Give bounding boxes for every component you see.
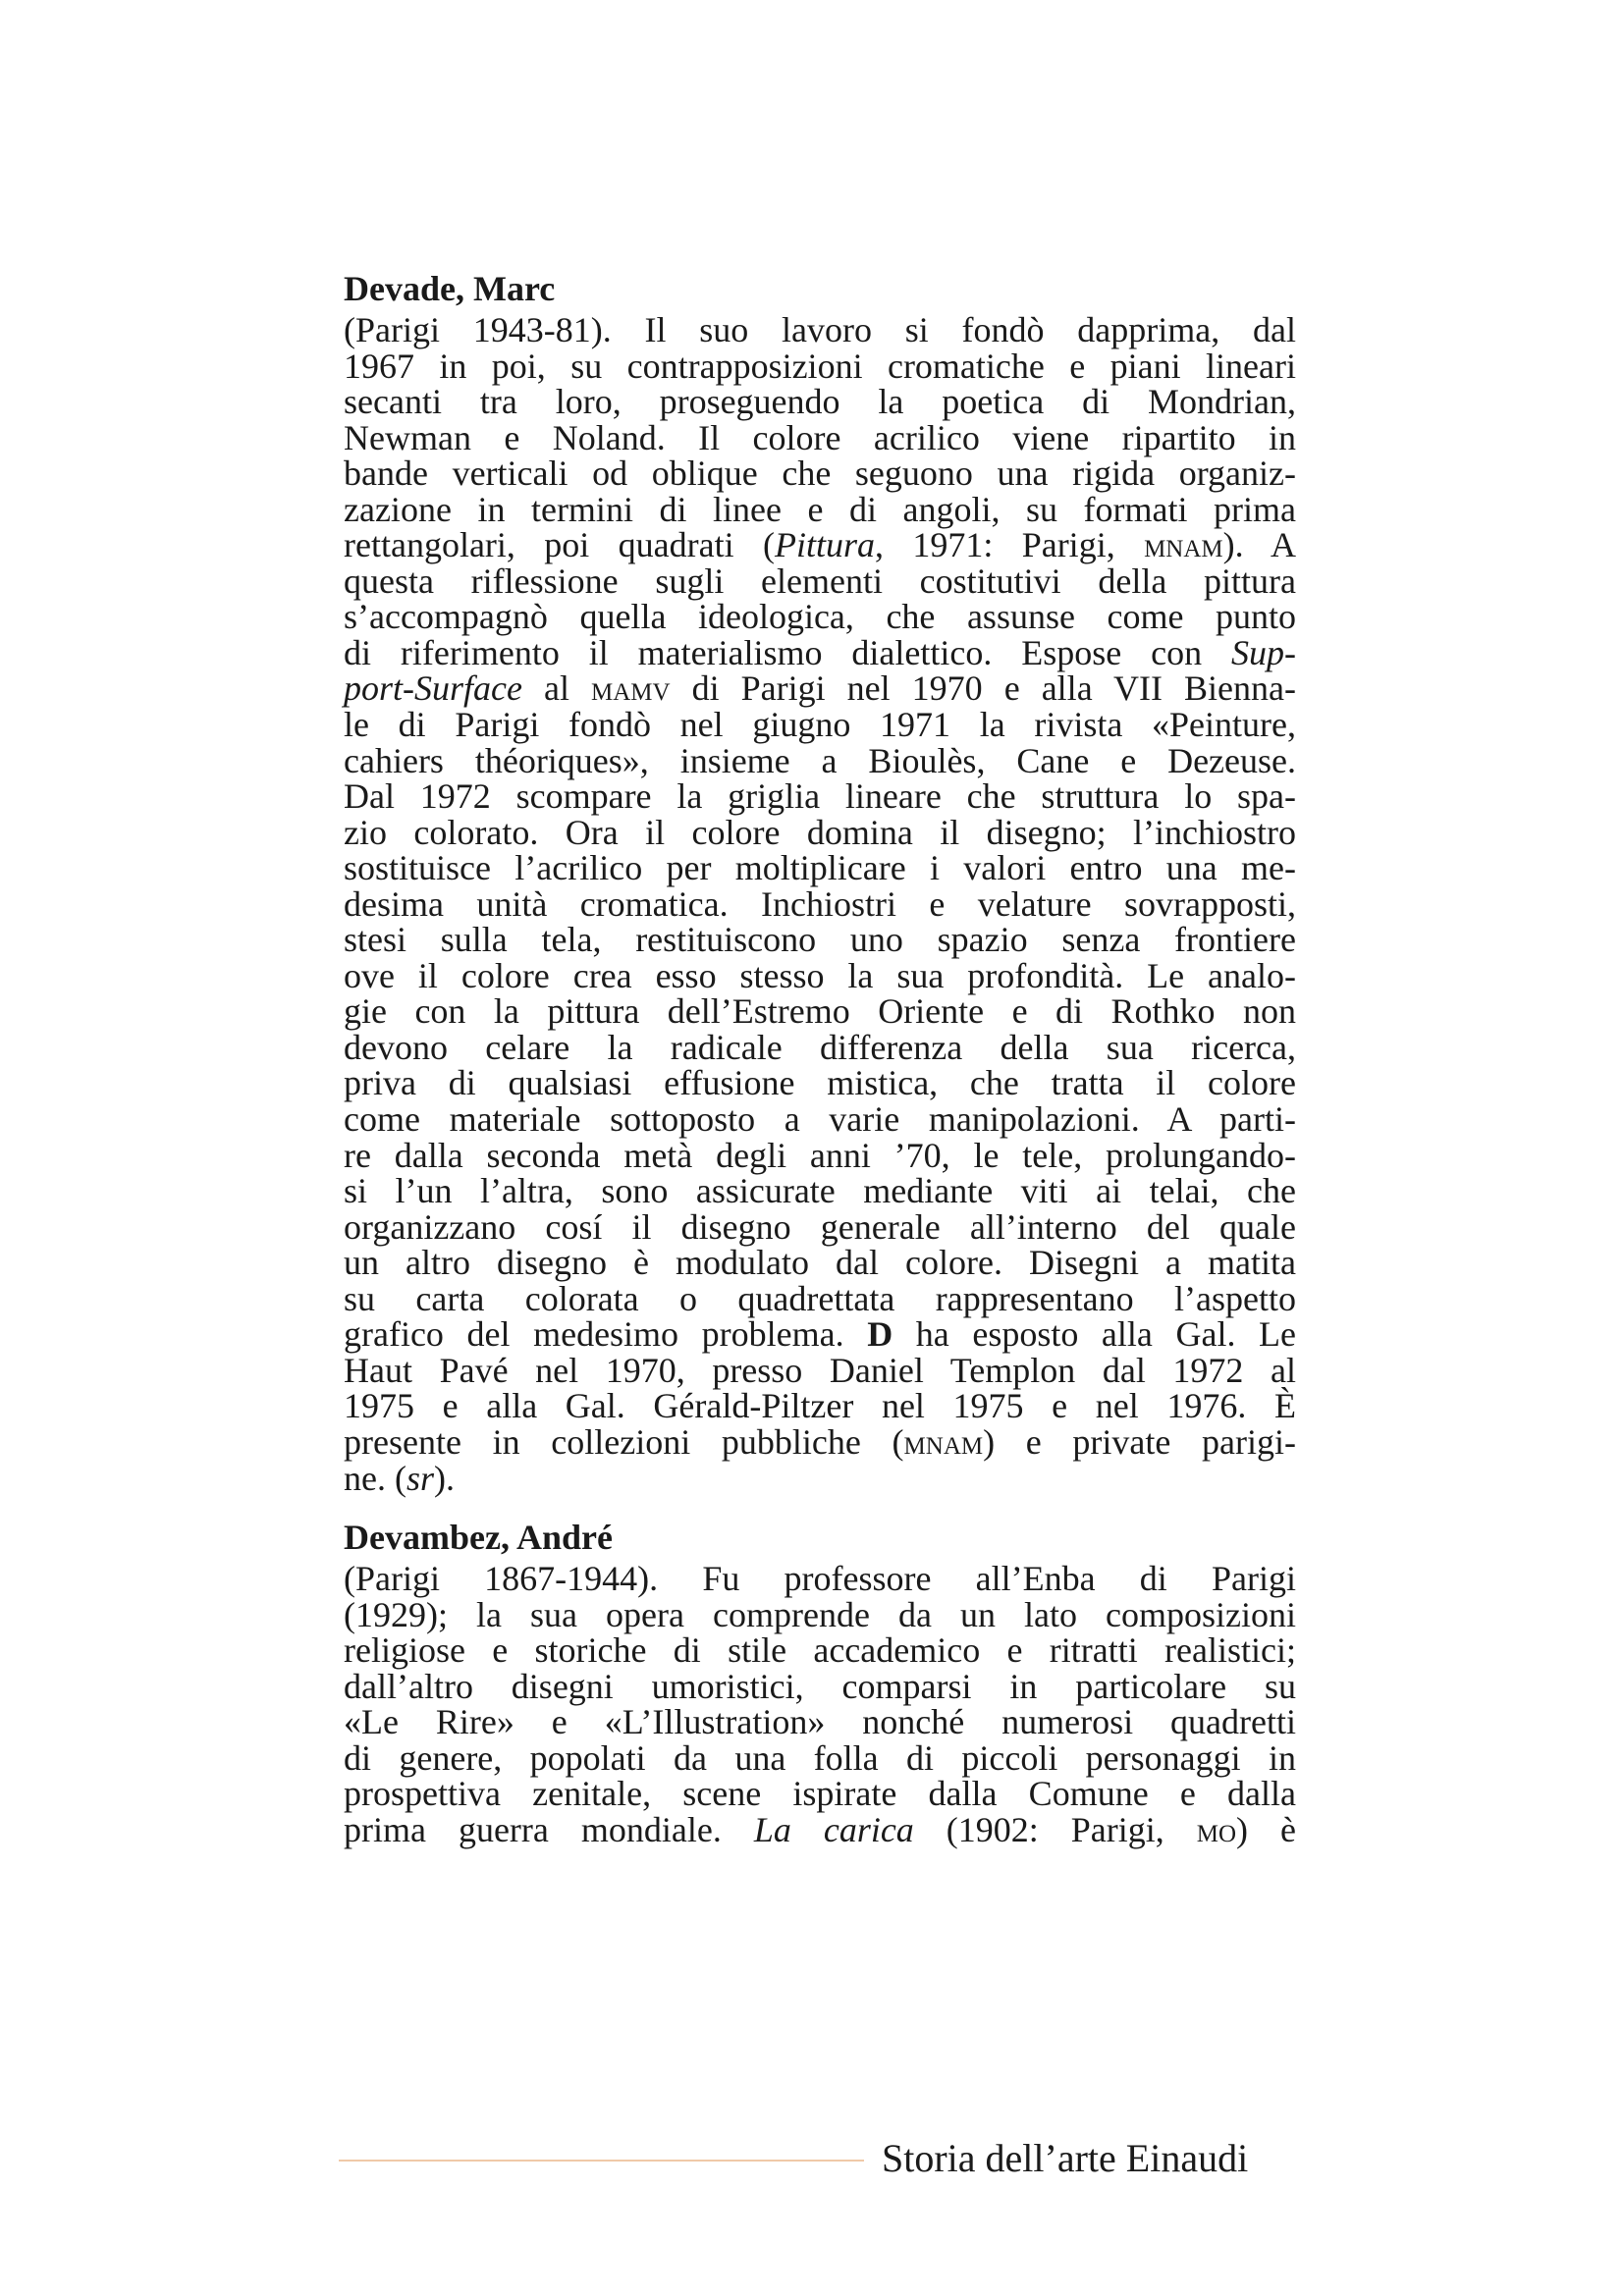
- artwork-title: Pittura: [774, 525, 875, 565]
- footer-title: Storia dell’arte Einaudi: [882, 2136, 1249, 2180]
- text-line: stesi sulla tela, restituiscono uno spazio senza frontiere: [344, 920, 1296, 960]
- text-line: grafico del medesimo problema. D ha esposto alla Gal. Le: [344, 1314, 1296, 1355]
- author-initials: sr: [406, 1458, 434, 1498]
- text-line: presente in collezioni pubbliche (mnam) e private parigi-: [344, 1421, 1296, 1462]
- museum-abbrev: mo: [1196, 1809, 1237, 1849]
- text-column: [344, 267, 1296, 1847]
- text-line: re dalla seconda metà degli anni ’70, le tele, prolungando-: [344, 1135, 1296, 1175]
- text-line: di genere, popolati da una folla di piccoli personaggi in: [344, 1737, 1296, 1778]
- museum-abbrev: mnam: [1144, 525, 1223, 565]
- entry-devade: [344, 267, 1296, 1496]
- text-line: bande verticali od oblique che seguono una rigida organiz-: [344, 454, 1296, 494]
- text-line: (Parigi 1867-1944). Fu professore all’Enba di Parigi: [344, 1559, 1296, 1599]
- text-line: (Parigi 1943-81). Il suo lavoro si fondò dapprima, dal: [344, 310, 1296, 349]
- text-line: un altro disegno è modulato dal colore. Disegni a matita: [344, 1243, 1296, 1283]
- entry-body: [344, 312, 1296, 1496]
- entry-devambez: [344, 1516, 1296, 1847]
- artwork-title: La carica: [753, 1809, 914, 1849]
- text-line: religiose e storiche di stile accademico e ritratti realistici;: [344, 1630, 1296, 1671]
- text-line: desima unità cromatica. Inchiostri e velature sovrapposti,: [344, 883, 1296, 924]
- text-line: ne. (sr).: [344, 1458, 455, 1498]
- footer-rule: [339, 2160, 864, 2162]
- text-line: «Le Rire» e «L’Illustration» nonché numerosi quadretti: [344, 1702, 1296, 1742]
- museum-abbrev: mnam: [903, 1421, 984, 1462]
- entry-body: [344, 1561, 1296, 1847]
- text-line: Newman e Noland. Il colore acrilico viene ripartito in: [344, 417, 1296, 457]
- text-line: come materiale sottoposto a varie manipolazioni. A parti-: [344, 1099, 1296, 1140]
- text-line: s’accompagnò quella ideologica, che assunse come punto: [344, 597, 1296, 637]
- text-line: priva di qualsiasi effusione mistica, che tratta il colore: [344, 1063, 1296, 1103]
- text-line: di riferimento il materialismo dialettico. Espose con Sup-: [344, 632, 1296, 672]
- text-line: 1967 in poi, su contrapposizioni cromatiche e piani lineari: [344, 346, 1296, 386]
- group-name: Sup-: [1231, 632, 1296, 672]
- entry-heading: Devade, Marc: [344, 269, 556, 308]
- text-line: Dal 1972 scompare la griglia lineare che struttura lo spa-: [344, 776, 1296, 817]
- text-line: secanti tra loro, proseguendo la poetica di Mondrian,: [344, 382, 1296, 422]
- text-line: zazione in termini di linee e di angoli, su formati prima: [344, 489, 1296, 529]
- text-line: cahiers théoriques», insieme a Bioulès, Cane e Dezeuse.: [344, 740, 1296, 780]
- text-line: organizzano cosí il disegno generale all’interno del quale: [344, 1206, 1296, 1247]
- text-line: prospettiva zenitale, scene ispirate dalla Comune e dalla: [344, 1774, 1296, 1814]
- text-line: (1929); la sua opera comprende da un lato composizioni: [344, 1594, 1296, 1634]
- museum-abbrev: mamv: [591, 668, 671, 709]
- text-line: sostituisce l’acrilico per moltiplicare i valori entro una me-: [344, 848, 1296, 888]
- text-line: gie con la pittura dell’Estremo Oriente e di Rothko non: [344, 991, 1296, 1032]
- text-line: Haut Pavé nel 1970, presso Daniel Templon dal 1972 al: [344, 1350, 1296, 1390]
- text-line: questa riflessione sugli elementi costitutivi della pittura: [344, 561, 1296, 601]
- text-line: zio colorato. Ora il colore domina il disegno; l’inchiostro: [344, 812, 1296, 852]
- text-line: dall’altro disegni umoristici, comparsi in particolare su: [344, 1666, 1296, 1706]
- subject-initial: D: [867, 1314, 893, 1355]
- entry-heading: Devambez, André: [344, 1518, 613, 1558]
- text-line: su carta colorata o quadrettata rappresentano l’aspetto: [344, 1278, 1296, 1318]
- text-line: port-Surface al mamv di Parigi nel 1970 e alla VII Bienna-: [344, 668, 1297, 709]
- text-line: rettangolari, poi quadrati (Pittura, 1971: Parigi, mnam). A: [344, 525, 1297, 565]
- text-line: le di Parigi fondò nel giugno 1971 la rivista «Peinture,: [344, 705, 1296, 745]
- group-name: port-Surface: [344, 668, 522, 709]
- text-line: devono celare la radicale differenza della sua ricerca,: [344, 1027, 1296, 1067]
- text-line: si l’un l’altra, sono assicurate mediante viti ai telai, che: [344, 1171, 1296, 1211]
- text-line: prima guerra mondiale. La carica (1902: Parigi, mo) è: [344, 1809, 1296, 1849]
- text-line: 1975 e alla Gal. Gérald-Piltzer nel 1975 e nel 1976. È: [344, 1386, 1296, 1426]
- text-line: ove il colore crea esso stesso la sua profondità. Le analo-: [344, 955, 1296, 995]
